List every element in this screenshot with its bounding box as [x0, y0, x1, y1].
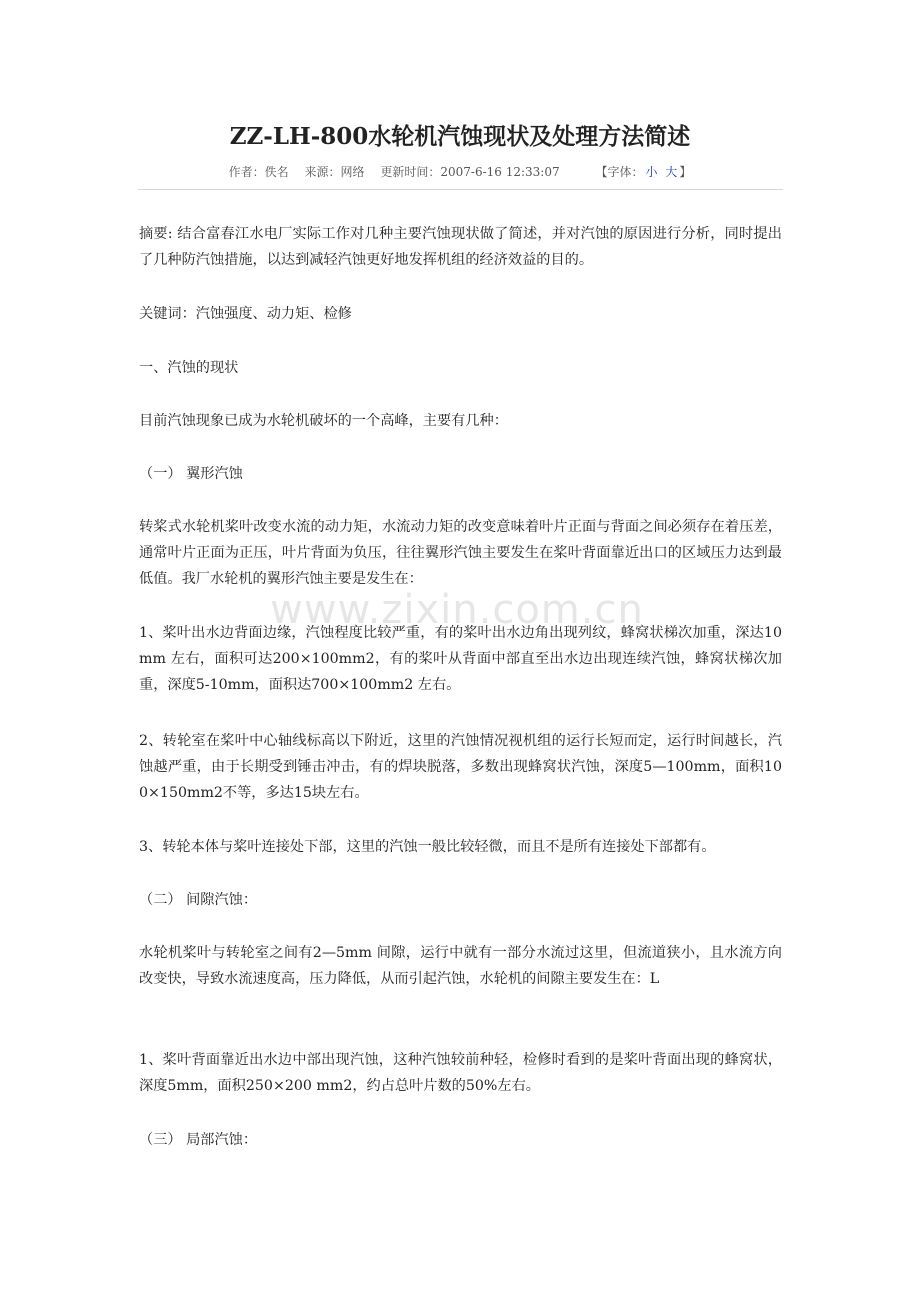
- abstract-paragraph: 摘要: 结合富春江水电厂实际工作对几种主要汽蚀现状做了简述，并对汽蚀的原因进行分析，同时提出了几种防汽蚀措施，以达到减轻汽蚀更好地发挥机组的经济效益的目的。: [139, 226, 782, 268]
- article-title: ZZ-LH-800水轮机汽蚀现状及处理方法简述: [229, 123, 691, 150]
- source-label: 来源：网络: [304, 165, 365, 179]
- font-small-link[interactable]: 小: [645, 165, 658, 179]
- article-meta: [0, 163, 920, 180]
- font-large-link[interactable]: 大: [665, 165, 678, 179]
- author-label: 作者：佚名: [228, 165, 289, 179]
- watermark: www.zixin.com.cn: [270, 587, 644, 633]
- font-size-control: [595, 165, 691, 179]
- list-item-paragraph: 3、转轮本体与桨叶连接处下部，这里的汽蚀一般比较轻微，而且不是所有连接处下部都有。: [139, 839, 716, 855]
- font-size-close: 】: [679, 165, 692, 179]
- subsection-heading-1: （一） 翼形汽蚀: [139, 466, 243, 482]
- subsection-heading-2: （二） 间隙汽蚀：: [139, 892, 258, 908]
- body-paragraph: 水轮机桨叶与转轮室之间有2—5mm 间隙，运行中就有一部分水流过这里，但流道狭小，且水流方向改变快，导致水流速度高，压力降低，从而引起汽蚀，水轮机的间隙主要发生在：L: [139, 945, 782, 987]
- list-item-paragraph: 2、转轮室在桨叶中心轴线标高以下附近，这里的汽蚀情况视机组的运行长短而定，运行时间越长，汽蚀越严重，由于长期受到锤击冲击，有的焊块脱落，多数出现蜂窝状汽蚀，深度5—100mm，面积100×150mm2不等，多达15块左右。: [139, 733, 782, 801]
- list-item-paragraph: 1、桨叶出水边背面边缘，汽蚀程度比较严重，有的桨叶出水边角出现列纹，蜂窝状梯次加重，深达10mm 左右，面积可达200×100mm2，有的桨叶从背面中部直至出水边出现连续汽蚀，蜂窝状梯次加重，深度5-10mm，面积达700×100mm2 左右。: [139, 625, 782, 693]
- body-paragraph: 目前汽蚀现象已成为水轮机破坏的一个高峰，主要有几种：: [139, 413, 508, 429]
- list-item-paragraph: 1、桨叶背面靠近出水边中部出现汽蚀，这种汽蚀较前种轻，检修时看到的是桨叶背面出现的蜂窝状，深度5mm，面积250×200 mm2，约占总叶片数的50%左右。: [139, 1052, 782, 1094]
- subsection-heading-3: （三） 局部汽蚀：: [139, 1132, 258, 1148]
- header-divider: [138, 189, 783, 190]
- keywords-paragraph: 关键词：汽蚀强度、动力矩、检修: [139, 306, 352, 322]
- body-paragraph: 转桨式水轮机桨叶改变水流的动力矩，水流动力矩的改变意味着叶片正面与背面之间必须存在着压差，通常叶片正面为正压，叶片背面为负压，往往翼形汽蚀主要发生在桨叶背面靠近出口的区域压力达到最低值。我厂水轮机的翼形汽蚀主要是发生在：: [139, 519, 782, 587]
- updated-label: 更新时间：2007-6-16 12:33:07: [380, 165, 560, 179]
- section-heading-1: 一、汽蚀的现状: [139, 360, 239, 376]
- font-size-open: 【字体：: [595, 165, 644, 179]
